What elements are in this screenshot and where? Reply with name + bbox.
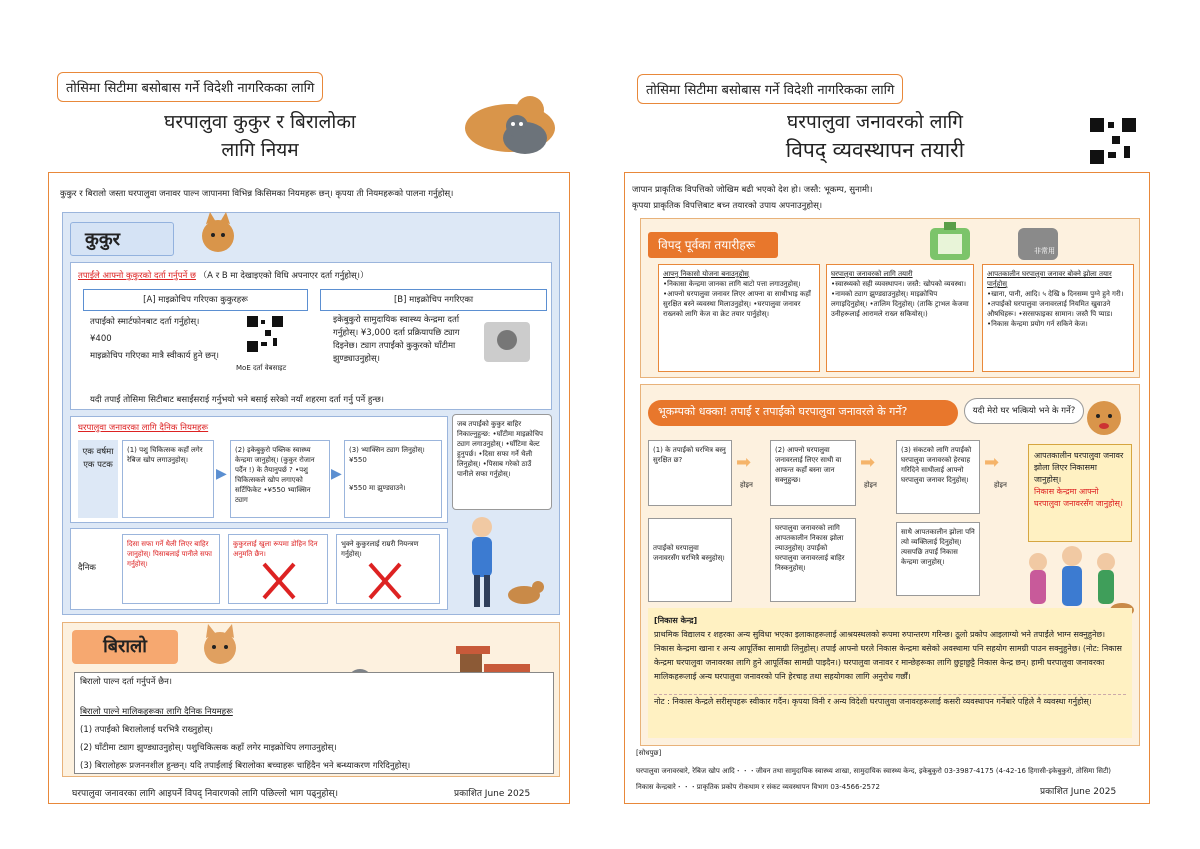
- option-a-line-1: तपाईंको स्मार्टफोनबाट दर्ता गर्नुहोस्।: [90, 317, 200, 327]
- prep-col1-title: आफ्नु निकासो योजना बनाउनुहोस्: [663, 270, 749, 278]
- arrow-icon: ➡: [736, 452, 752, 473]
- daily-rules-title: घरपालुवा जनावरका लागि दैनिक नियमहरू: [78, 423, 209, 433]
- earthquake-heading: भूकम्पको धक्का! तपाईं र तपाईंको घरपालुवा जनावरले के गर्ने?: [648, 400, 958, 426]
- title-line-2: लागि नियम: [221, 139, 299, 161]
- registration-note: （A र B मा देखाइएको विधि अपनाएर दर्ता गर्नुहोस्।）: [198, 271, 369, 281]
- prep-col3-title: आपतकालीन घरपालुवा जनावर बोक्ने झोला तयार पार्नुहोस्: [987, 270, 1112, 288]
- worried-dog-icon: [1082, 390, 1126, 440]
- option-a-title: [A] माइक्रोचिप गरिएका कुकुरहरू: [83, 289, 308, 311]
- flow-answer-1: तपाईंको घरपालुवा जनावरसँग घरभित्रै बस्नुहोस्।: [648, 518, 732, 602]
- page-title: [750, 108, 1000, 164]
- published-date: प्रकाशित June 2025: [454, 789, 531, 799]
- emergency-bag-label: 非常用: [1034, 247, 1055, 255]
- prep-col2-text: •स्वास्थ्यको सही व्यवस्थापन। जस्तै: खोपको व्यवस्था। •नामको ट्याग झुण्ड्याउनुहोस्। माइक्रोचिप लगाइदिनुहोस्। •तालिम दिनुहोस्। (ताकि ट्राभल केजमा उनीहरूलाई आरामले राख्न सकियोस्।): [831, 280, 969, 318]
- yearly-label: एक वर्षमा एक पटक: [78, 440, 118, 518]
- dog-heading: कुकुर: [70, 222, 174, 256]
- final-action-highlight: निकास केन्द्रमा आफ्नो घरपालुवा जनावरसँग जानुहोस्।: [1034, 487, 1123, 508]
- title-line-1: घरपालुवा कुकुर र बिरालोका: [164, 111, 356, 133]
- option-a-line-3: माइक्रोचिप गरिएका मात्रै स्वीकार्य हुने छन्।: [90, 351, 220, 361]
- emergency-bag-icon: [1014, 222, 1062, 262]
- daily-rule-1: दिसा सफा गर्ने थैली लिएर बाहिर जानुहोस्। पिसाबलाई पानीले सफा गर्नुहोस्।: [122, 534, 220, 604]
- walk-tips-bubble: जब तपाईंको कुकुर बाहिर निकाल्नुहुन्छ: •घाँटीमा माइक्रोचिप ट्याग लगाउनुहोस्। •घाँटिमा बेल्ट हुनुपर्छ। •दिसा सफा गर्ने थैली लिनुहोस्। •पिसाब गरेको ठाउँ पानीले सफा गर्नुहोस्।: [452, 414, 552, 510]
- cat-rule-1: (1) तपाईंको बिरालोलाई घरभित्रै राख्नुहोस्।: [80, 725, 213, 735]
- final-action-box: [1028, 444, 1132, 542]
- cat-no-register: बिरालो पाल्न दर्ता गर्नुपर्ने छैन।: [80, 677, 173, 687]
- flow-answer-2: घरपालुवा जनावरको लागि आपतकालीन निकास झोला ल्याउनुहोस्। उपाईंको घरपालुवा जनावरलाई बाहिर निस्कनुहोस्।: [770, 518, 856, 602]
- cat-rule-3: (3) बिरालोहरू प्रजननशील हुन्छन्। यदि तपाईंलाई बिरालोका बच्चाहरू चाहिंदैन भने बन्ध्याकरण गरिदिनुहोस्।: [80, 761, 411, 771]
- arrow-icon: ▶: [216, 466, 227, 482]
- step-1: (1) पशु चिकित्सक कहाँ लगेर रेबिज खोप लगाउनुहोस्।: [122, 440, 214, 518]
- registration-title: तपाईंले आफ्नो कुकुरको दर्ता गर्नुपर्ने छ: [78, 271, 196, 281]
- daily-rule-3: भुक्ने कुकुरलाई राम्ररी नियन्त्रण गर्नुहोस्।: [336, 534, 440, 604]
- cat-rules-title: बिरालो पाल्ने मालिकहरूका लागि दैनिक नियमहरू: [80, 707, 233, 717]
- prep-column-3: [982, 264, 1134, 372]
- arrow-icon: ▶: [331, 466, 342, 482]
- preparation-heading: विपद् पूर्वका तयारीहरू: [648, 232, 778, 258]
- option-a-price: ¥400: [90, 334, 112, 344]
- step-3-sub: ¥550 मा झुण्ड्याउने।: [349, 484, 406, 492]
- flow-question-1: (1) के तपाईंको घरभित्र बस्नु सुरक्षित छ?: [648, 440, 732, 506]
- prep-col3-text: •खाना, पानी, आदि। ५ देखि ७ दिनसम्म पुग्ने हुने गरी। •तपाईंको घरपालुवा जनावरलाई नियमित खुवाउने औषधिहरू। •सरसफाइका सामान। जस्तै पि प्याड। •निकास केन्द्रमा प्रयोग गर्न सकिने केज।: [987, 290, 1124, 328]
- option-a-text: [90, 316, 240, 363]
- intro-line-1: जापान प्राकृतिक विपत्तिको जोखिम बढी भएको देश हो। जस्तै: भूकम्प, सुनामी।: [632, 185, 873, 195]
- arrow-icon: ➡: [860, 452, 876, 473]
- qr-label: MoE दर्ता वेबसाइट: [236, 364, 287, 372]
- title-line-1: घरपालुवा जनावरको लागि: [787, 111, 963, 133]
- question-bubble: यदी मेरो घर भत्कियो भने के गर्ने?: [964, 398, 1084, 424]
- flow-question-3: (3) संकटको लागि तपाईंको घरपालुवा जनावरको हेरचाह गरिदिने साथीलाई आफ्नो घरपालुवा जनावर दिनुहोस्।: [896, 440, 980, 514]
- evacuation-title: [निकास केन्द्र]: [654, 616, 698, 625]
- move-note: यदी तपाईं तोसिमा सिटीबाट बसाईंसराई गर्नुभयो भने बसाई सरेको नयाँ शहरमा दर्ता गर्नु पर्ने हुन्छ।: [90, 395, 385, 405]
- cat-rule-2: (2) घाँटीमा ट्याग झुण्ड्याउनुहोस्। पशुचिकित्सक कहाँ लगेर माइक्रोचिप लगाउनुहोस्।: [80, 743, 337, 753]
- option-b-text: इकेबुकुरो सामुदायिक स्वास्थ्य केन्द्रमा दर्ता गर्नुहोस्। ¥3,000 दर्ता प्रक्रियापछि ट्याग दिइनेछ। ट्याग तपाईंको कुकुरको घाँटीमा झुण्ड्याउनुहोस्।: [333, 315, 460, 364]
- person-walking-dog-illustration: [458, 515, 548, 611]
- registration-heading: [78, 270, 369, 283]
- qr-code-icon[interactable]: [1088, 116, 1138, 166]
- step-3-text: (3) भ्याक्सिन ट्याग लिनुहोस्। ¥550: [349, 446, 425, 464]
- inquiry-label: [सोधपुछ]: [636, 749, 662, 757]
- right-leaflet: [600, 0, 1200, 849]
- flow-question-2: (2) आफ्नो घरपालुवा जनावरलाई लिएर साथी वा आफन्त कहाँ बस्ना जान सक्नुहुन्छ।: [770, 440, 856, 506]
- no-label-3: होइन: [994, 481, 1007, 489]
- prep-column-2: [826, 264, 974, 372]
- dog-tag-icon: [484, 322, 530, 362]
- cross-icon: [262, 560, 296, 600]
- dog-and-cat-illustration: [455, 88, 565, 160]
- daily-label: दैनिक: [78, 563, 96, 573]
- arrow-icon: ➡: [984, 452, 1000, 473]
- flow-answer-3: साथै आपतकालीन झोला पनि त्यो व्यक्तिलाई दिनुहोस्। त्यसपछि तपाईं निकास केन्द्रमा जानुहोस्।: [896, 522, 980, 596]
- intro-line-2: कृपया प्राकृतिक विपत्तिबाट बच्न तयारको उपाय अपनाउनुहोस्।: [632, 201, 823, 211]
- no-label-2: होइन: [864, 481, 877, 489]
- no-label-1: होइन: [740, 481, 753, 489]
- prep-column-1: [658, 264, 820, 372]
- inquiry-line-1: घरपालुवा जनावरबारे, रेबिज खोप आदि・・・जीवन तथा सामुदायिक स्वास्थ्य शाखा, सामुदायिक स्वास्थ्य केन्द, इकेबुकुरो 03-3987-4175 (4-42-16 हिगासी-इकेबुकुरो, तोसिमा सिटी): [636, 767, 1112, 775]
- option-b-title: [B] माइक्रोचिप नगरिएका: [320, 289, 547, 311]
- final-action-text: आपतकालीन घरपालुवा जनावर झोला लिएर निकासमा जानुहोस्।: [1034, 451, 1124, 484]
- step-3: [344, 440, 442, 518]
- daily-rule-2: कुकुरलाई खुला रूपमा डोहिन दिन अनुमति छैन।: [228, 534, 328, 604]
- evacuation-text: प्राथमिक विद्यालय र शहरका अन्य सुविधा भएका इलाकाहरूलाई आश्रयस्थलको रूपमा रुपान्तरण गरिन्छ। ठूलो प्रकोप आइलाग्यो भने तपाईंले भाग्न सक्नुहुनेछ। निकास केन्द्रमा खाना र अन्य आपूर्तिका सामाग्री लिनुहोस्। तपाईं आफ्नो घरले निकास केन्द्रमा बसेको अवस्थामा पनि सहयोग सामग्री पाउन सक्नुहुनेछ। (नोट: निकास केन्द्रमा घरपालुवा जनावरका लागि हुने आपूर्तिका सामग्री पाइदैन।) घरपालुवा जनावर र मान्छेहरूका लागि छुट्टाछुट्टै निकास केन्द्र छन्। हामी घरपालुवा जनावरका मालिकहरूलाई अन्य घरपालुवा जनावरको पनि हेरचाह तथा सहयोगका लागि अनुरोध गर्छौं।: [654, 630, 1122, 681]
- page-title: [120, 108, 400, 164]
- published-date: प्रकाशित June 2025: [1040, 787, 1117, 797]
- title-line-2: विपद् व्यवस्थापन तयारी: [785, 138, 965, 162]
- audience-tag: तोसिमा सिटीमा बसोबास गर्ने विदेशी नागरिकका लागि: [637, 74, 903, 104]
- inquiry-line-2: निकास केन्द्रबारे・・・प्राकृतिक प्रकोप रोकथाम र संकट व्यवस्थापन विभाग 03-4566-2572: [636, 783, 880, 791]
- intro-text: कुकुर र बिरालो जस्ता घरपालुवा जनावर पाल्न जापानमा विभिन्न किसिमका नियमहरू छन्। कृपया ती नियमहरूको पालना गर्नुहोस्।: [60, 189, 454, 199]
- cat-face-icon: [198, 620, 242, 668]
- registration-qr-icon[interactable]: [245, 314, 285, 354]
- evacuation-note: नोट : निकास केन्द्रले सरीसृपहरू स्वीकार गर्दैन। कृपया विनी र अन्य विदेशी घरपालुवा जनावरहरूलाई कसरी व्यवस्थापन गर्नेबारे पहिले नै व्यवस्था गर्नुहोस्।: [654, 694, 1126, 709]
- evacuation-center-panel: [648, 608, 1132, 738]
- step-2: (2) इकेबुकुरो पब्लिक स्वास्थ्य केन्द्रमा जानुहोस्। (कुकुर रोजान पर्दैन !) के तैयानुपर्छ ? •पशु चिकित्सकले खोप लगाएको सर्टिफिकेट •¥550 भ्याक्सिन ट्याग: [230, 440, 330, 518]
- prep-col1-text: •निकासा केन्द्रमा जानका लागि बाटो पत्ता लगाउनुहोस्। •आफ्नो घरपालुवा जनावर लिएर आफ्ना वा साथीभाइ कहाँ सुरक्षित बस्ने व्यवस्था मिलाउनुहोस्। •घरपालुवा जनावर राख्नको लागि केज वा क्रेट तयार पार्नुहोस्।: [663, 280, 811, 318]
- cat-heading: बिरालो: [72, 630, 178, 664]
- pet-carrier-icon: [928, 220, 972, 262]
- cross-icon: [368, 560, 402, 600]
- audience-tag: तोसिमा सिटीमा बसोबास गर्ने विदेशी नागरिकका लागि: [57, 72, 323, 102]
- dog-face-icon: [198, 210, 238, 258]
- prep-col2-title: घरपालुवा जनावरको लागि तयारी: [831, 270, 913, 278]
- footer-note: घरपालुवा जनावरका लागि आइपर्ने विपद् निवारणको लागि पछिल्लो भाग पढ्नुहोस्।: [72, 789, 339, 799]
